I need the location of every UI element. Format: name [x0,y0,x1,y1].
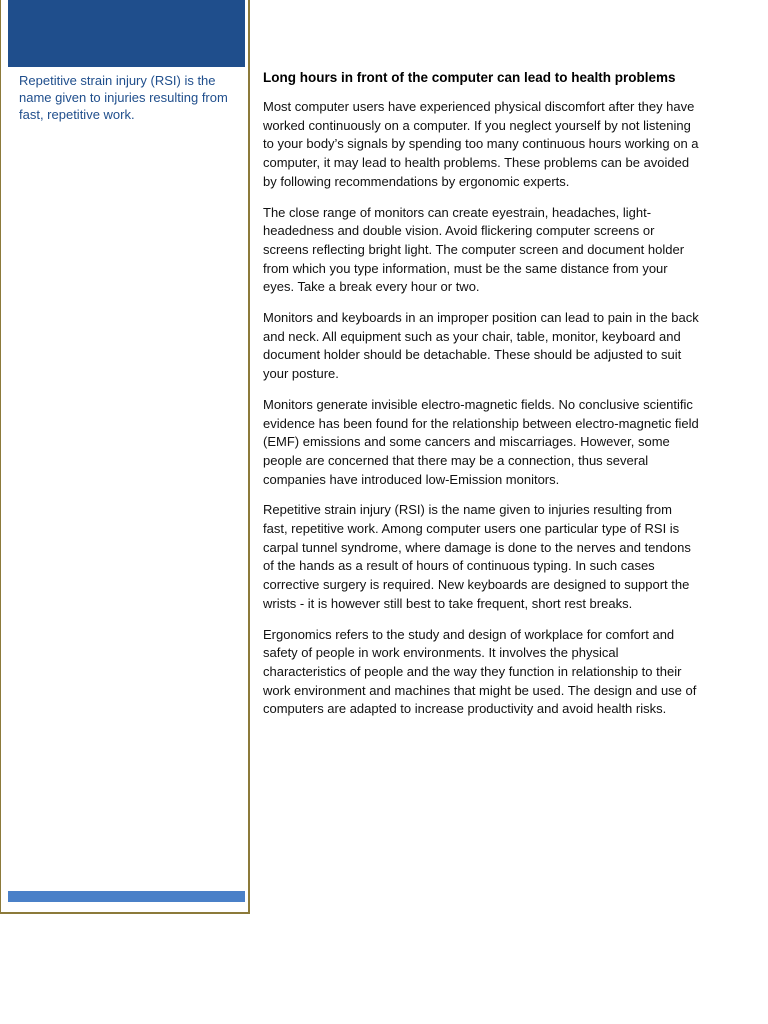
sidebar-pull-quote: Repetitive strain injury (RSI) is the name given to injuries resulting from fast, repetitive work. [19,73,228,122]
article-paragraph: Monitors and keyboards in an improper position can lead to pain in the back and neck. All equipment such as your chair, table, monitor, keyboard and document holder should be detachable. These should be adjusted to suit your posture. [263,310,699,382]
article-paragraph: Repetitive strain injury (RSI) is the name given to injuries resulting from fast, repetitive work. Among computer users one particular type of RSI is carpal tunnel syndrome, where damage is done to the nerves and tendons of the hands as a result of hours of continuous typing. In such cases corrective surgery is required. New keyboards are designed to support the wrists - it is however still best to take frequent, short rest breaks. [263,502,691,611]
article-paragraph: The close range of monitors can create eyestrain, headaches, light-headedness and double vision. Avoid flickering computer screens or screens reflecting bright light. The computer screen and document holder from which you type information, must be the same distance from your eyes. Take a break every hour or two. [263,204,685,295]
article-paragraph: Ergonomics refers to the study and design of workplace for comfort and safety of people in work environments. It involves the physical characteristics of people and the way they function in relationship to their work environment and machines that might be used. The design and use of computers are adapted to increase productivity and avoid health risks. [263,626,697,717]
article-paragraph: Most computer users have experienced physical discomfort after they have worked continuously on a computer. If you neglect yourself by not listening to your body’s signals by spending too many continuous hours working on a computer, it may lead to health problems. These problems can be avoided by following recommendations by ergonomic experts. [263,99,699,189]
article-title: Long hours in front of the computer can lead to health problems [263,70,676,85]
article [263,68,699,731]
sidebar [0,0,250,914]
article-paragraph: Monitors generate invisible electro-magnetic fields. No conclusive scientific evidence has been found for the relationship between electro-magnetic field (EMF) emissions and some cancers and miscarriages. However, some people are concerned that there may be a connection, thus several companies have introduced low-Emission monitors. [263,396,699,487]
sidebar-header-bar [8,0,245,67]
sidebar-footer-bar [8,891,245,902]
